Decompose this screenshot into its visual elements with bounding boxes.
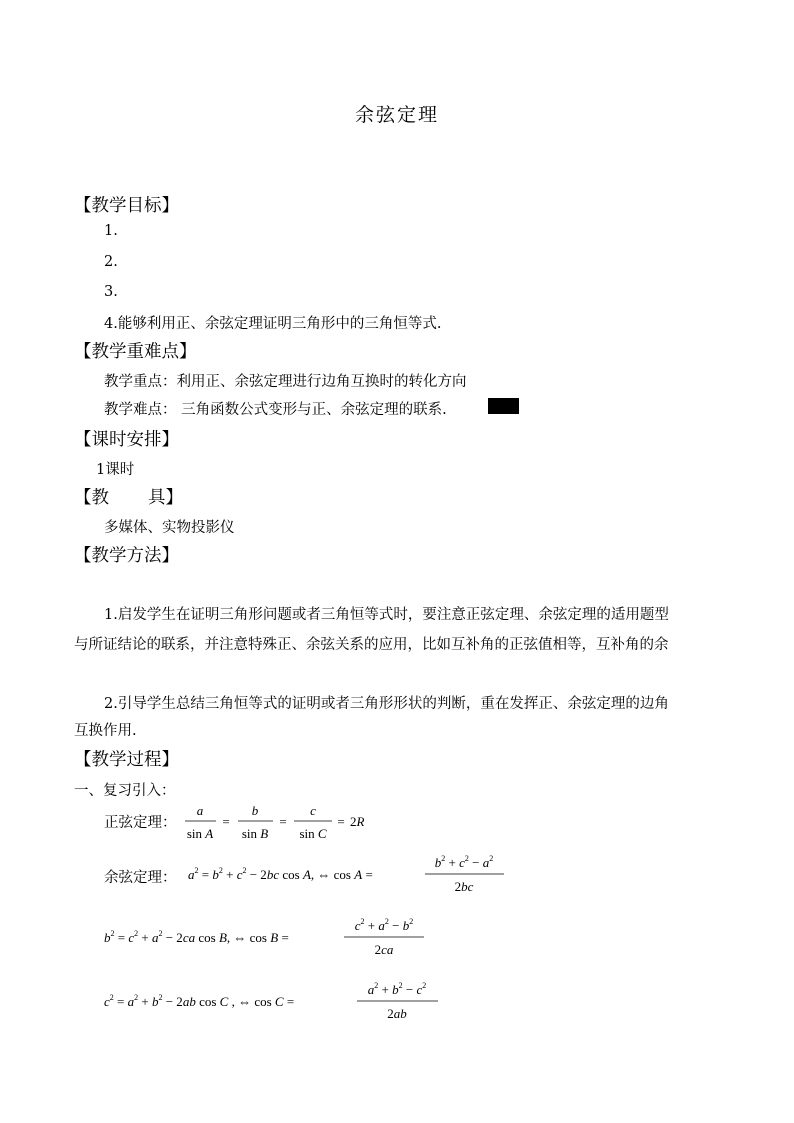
svg-text:2bc: 2bc — [454, 879, 474, 894]
svg-text:c: c — [310, 803, 316, 818]
cosine-rule-formula-b — [100, 912, 440, 958]
heading-key-points: 【教学重难点】 — [74, 342, 197, 362]
sine-rule-label: 正弦定理： — [104, 815, 177, 831]
svg-text:2ca: 2ca — [374, 942, 394, 957]
heading-objectives: 【教学目标】 — [74, 196, 179, 216]
heading-methods: 【教学方法】 — [74, 546, 179, 566]
objective-item-3: 3. — [104, 284, 118, 300]
redaction-block — [488, 398, 519, 414]
objective-item-2: 2. — [104, 254, 118, 270]
page-title: 余弦定理 — [354, 104, 439, 126]
cosine-rule-formula-c — [100, 978, 450, 1024]
heading-tools: 【教 具】 — [74, 488, 183, 508]
process-step-1: 一、复习引入： — [74, 783, 176, 799]
heading-process: 【教学过程】 — [74, 750, 179, 770]
heading-schedule: 【课时安排】 — [74, 430, 179, 450]
svg-text:=: = — [337, 814, 345, 829]
objective-item-4: 4.能够利用正、余弦定理证明三角形中的三角恒等式. — [104, 316, 442, 332]
svg-text:a2 = b2 + c2 − 2bc cos A, ⇔ c: $a^2 = b^2 + c^2 - 2bc$ cos A, ⇔ cos A = — [188, 866, 373, 882]
cosine-rule-label: 余弦定理： — [104, 870, 177, 886]
svg-text:b: b — [251, 803, 259, 818]
objective-item-1: 1. — [104, 223, 118, 239]
method-1-line-1: 1.启发学生在证明三角形问题或者三角恒等式时，要注意正弦定理、余弦定理的适用题型 — [104, 607, 669, 623]
svg-text:sin C: sin C — [299, 826, 327, 841]
method-1-line-2: 与所证结论的联系，并注意特殊正、余弦关系的应用，比如互补角的正弦值相等，互补角的余 — [74, 637, 669, 653]
svg-text:sin B: sin B — [241, 826, 269, 841]
svg-text:=: = — [279, 814, 287, 829]
svg-text:2ab: 2ab — [387, 1006, 407, 1021]
sine-rule-formula — [180, 800, 370, 846]
svg-text:2R: 2R — [350, 814, 365, 829]
method-2-line-2: 互换作用. — [74, 723, 137, 739]
svg-text:c2 = a2 + b2 − 2ab cos C , ⇔: $c^2 = a^2 + b^2 - 2ab$ cos C , ⇔ cos C = — [104, 993, 295, 1009]
svg-text:a2 + b2 − c2: $a^2 + b^2 - c^2$ — [367, 981, 427, 997]
method-2-line-1: 2.引导学生总结三角恒等式的证明或者三角形形状的判断，重在发挥正、余弦定理的边角 — [104, 696, 669, 712]
svg-text:a: a — [196, 803, 204, 818]
svg-text:b2 + c2 − a2: $b^2 + c^2 - a^2$ — [434, 854, 494, 870]
svg-text:b2 = c2 + a2 − 2ca cos B, ⇔ c: $b^2 = c^2 + a^2 - 2ca$ cos B, ⇔ cos B = — [104, 929, 289, 945]
svg-text:=: = — [222, 814, 230, 829]
svg-text:c2 + a2 − b2: $c^2 + a^2 - b^2$ — [354, 917, 414, 933]
teaching-focus: 教学重点：利用正、余弦定理进行边角互换时的转化方向 — [104, 374, 467, 390]
teaching-difficulty: 教学难点： 三角函数公式变形与正、余弦定理的联系. — [104, 402, 447, 418]
svg-text:sin A: sin A — [186, 826, 214, 841]
schedule-text: 1课时 — [96, 462, 135, 478]
tools-text: 多媒体、实物投影仪 — [104, 520, 235, 536]
cosine-rule-formula-a — [182, 852, 512, 898]
